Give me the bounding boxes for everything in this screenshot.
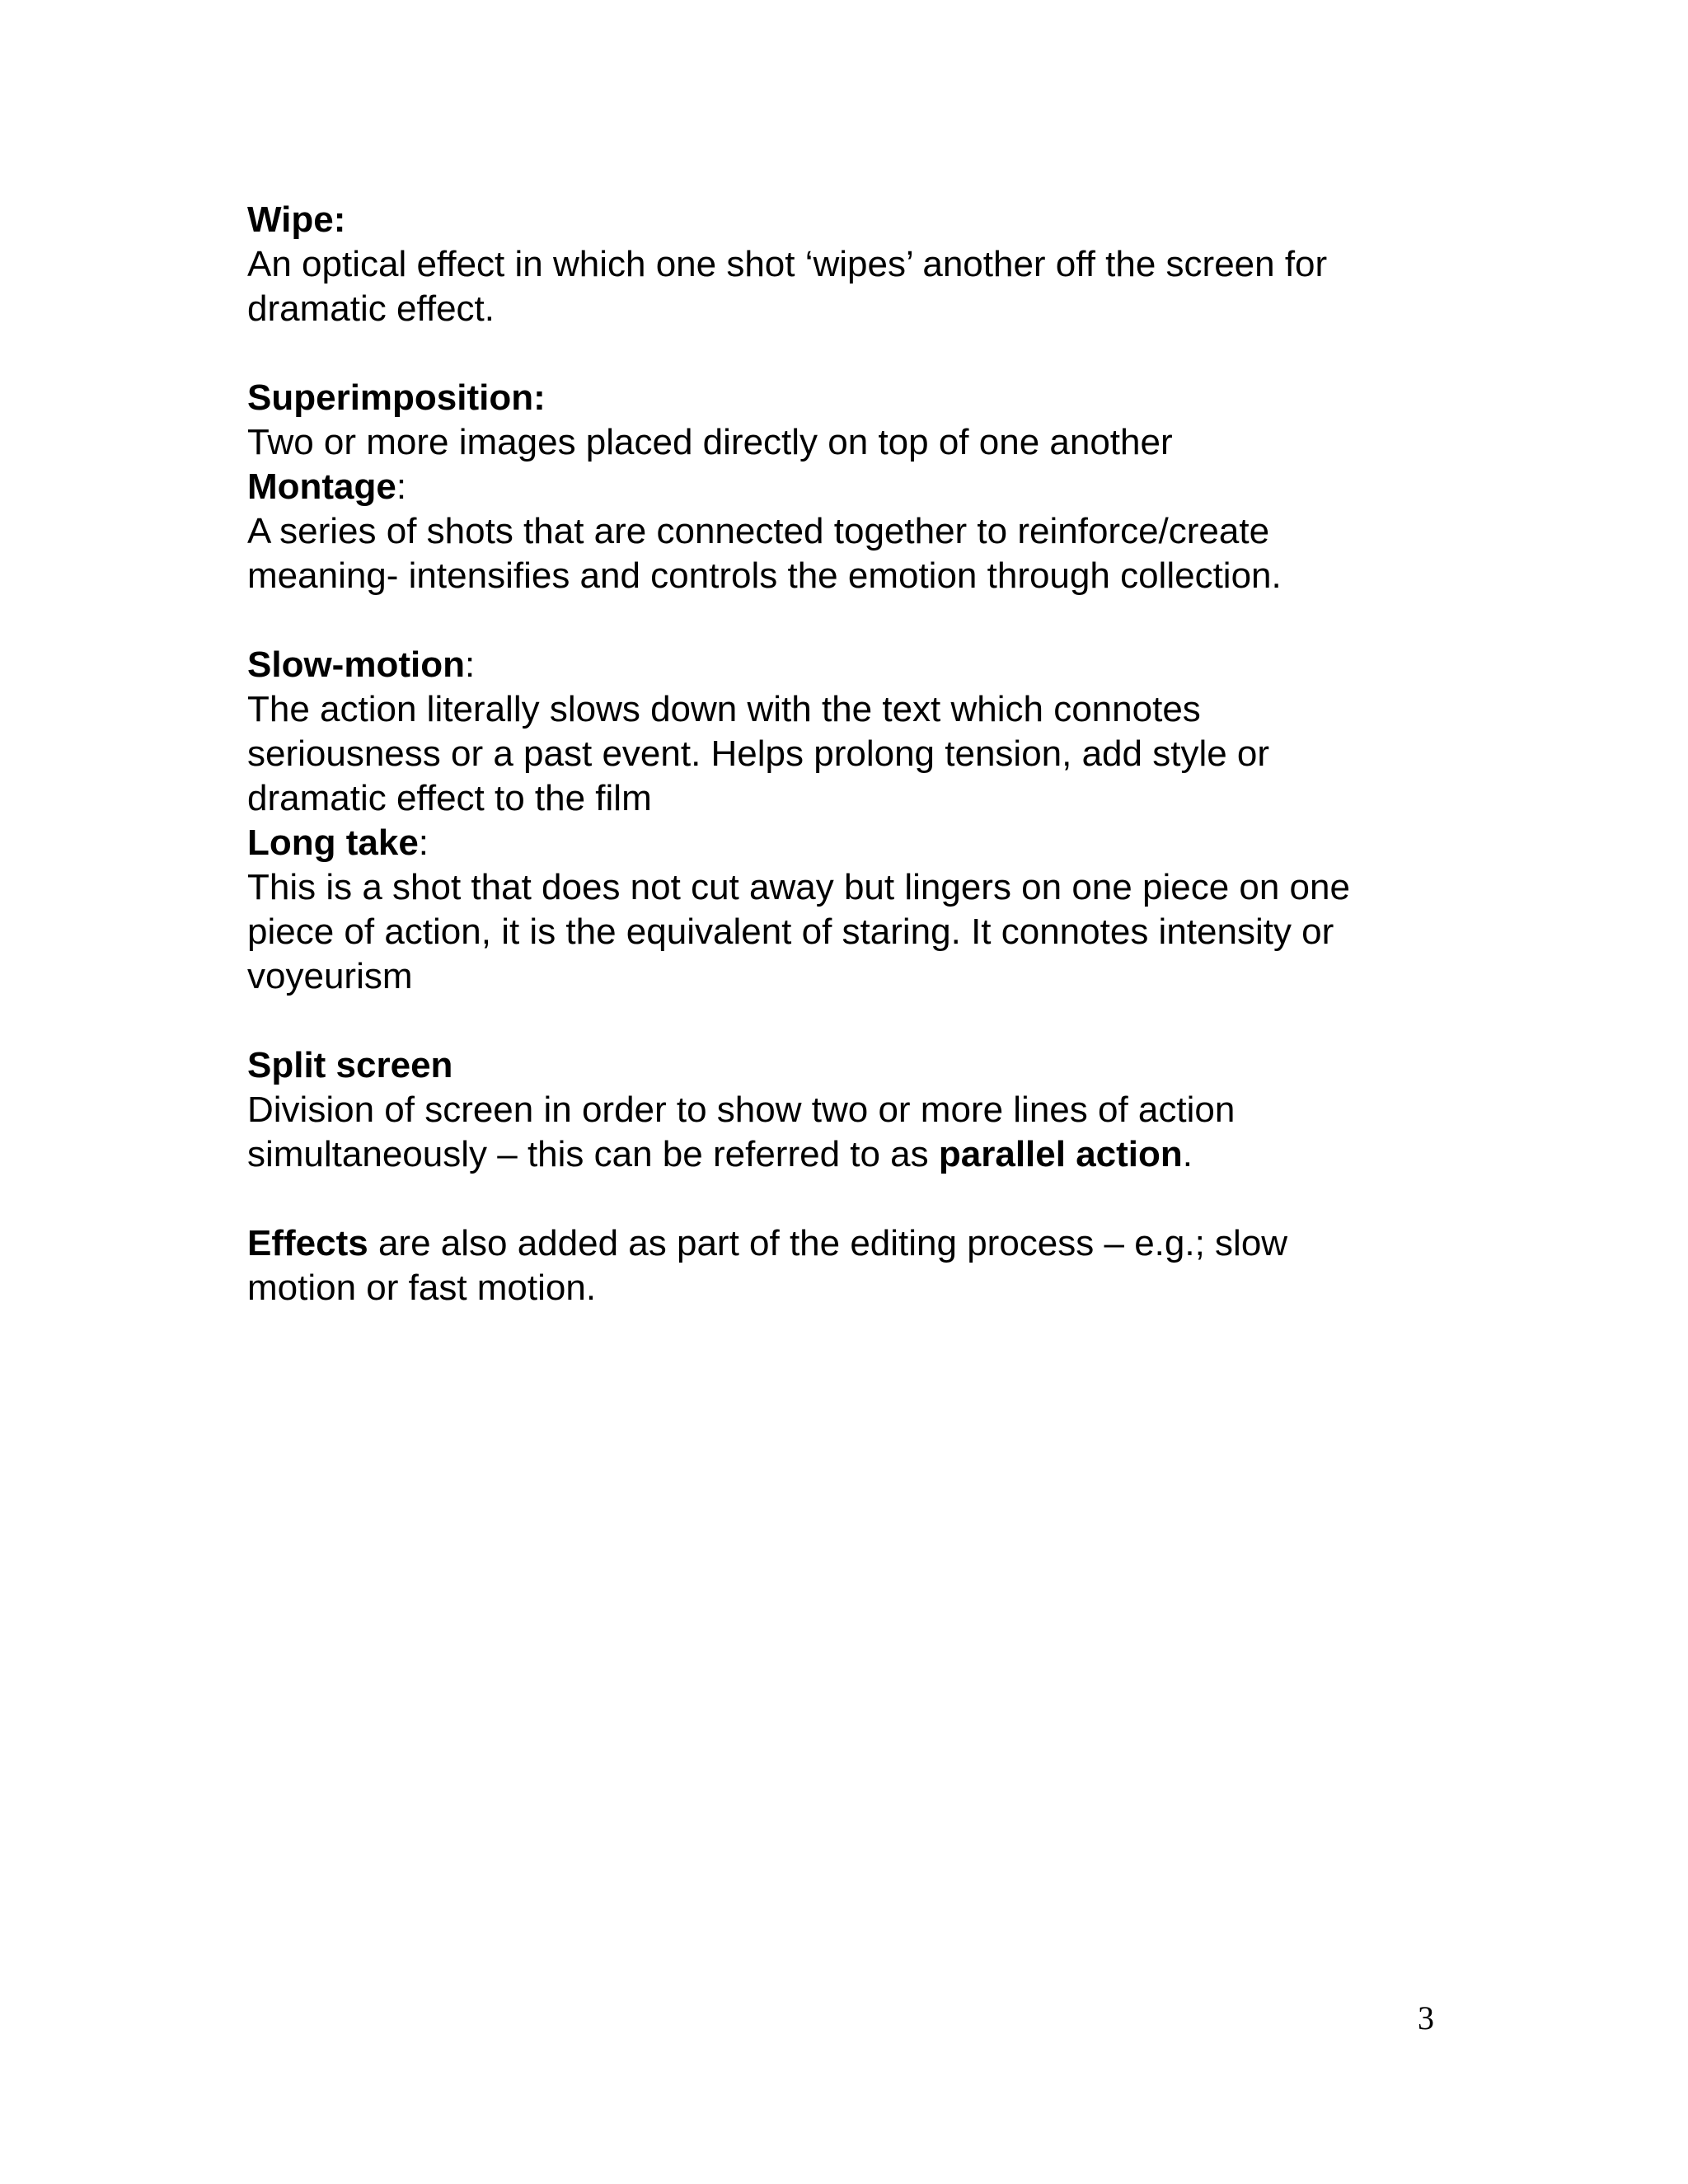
paragraph-gap: [247, 999, 1434, 1043]
term-slow-motion: Slow-motion: [247, 644, 465, 685]
term-parallel-action: parallel action: [938, 1134, 1183, 1174]
section-wipe: [247, 198, 1434, 331]
page-content: [247, 198, 1434, 1310]
definition-text: simultaneously – this can be referred to as: [247, 1134, 939, 1174]
term-superimposition: Superimposition:: [247, 377, 546, 418]
term-colon: :: [418, 823, 429, 863]
definition-line: meaning- intensifies and controls the emotion through collection.: [247, 555, 1282, 596]
definition-line: seriousness or a past event. Helps prolong tension, add style or: [247, 733, 1270, 774]
term-wipe: Wipe:: [247, 199, 346, 240]
term-line: [247, 465, 1434, 509]
definition-line: Two or more images placed directly on top of one another: [247, 422, 1173, 462]
section-effects: [247, 1221, 1434, 1310]
section-montage: [247, 465, 1434, 598]
definition-line: The action literally slows down with the text which connotes: [247, 689, 1201, 729]
definition-line: voyeurism: [247, 956, 413, 996]
definition-line: dramatic effect to the film: [247, 778, 652, 818]
definition-line: piece of action, it is the equivalent of staring. It connotes intensity or: [247, 912, 1334, 952]
definition-line: motion or fast motion.: [247, 1268, 597, 1308]
paragraph-gap: [247, 598, 1434, 643]
term-line: [247, 643, 1434, 687]
section-split-screen: [247, 1043, 1434, 1177]
definition-line: [247, 1132, 1434, 1177]
term-colon: :: [464, 644, 476, 685]
term-colon: :: [396, 466, 407, 507]
term-split-screen: Split screen: [247, 1045, 453, 1085]
definition-line: [247, 1221, 1434, 1266]
page-number: 3: [1418, 1999, 1434, 2036]
definition-line: An optical effect in which one shot ‘wipes’ another off the screen for: [247, 244, 1328, 284]
term-line: [247, 821, 1434, 865]
definition-line: dramatic effect.: [247, 288, 495, 329]
definition-line: A series of shots that are connected together to reinforce/create: [247, 511, 1270, 551]
section-superimposition: [247, 376, 1434, 465]
section-long-take: [247, 821, 1434, 999]
term-effects: Effects: [247, 1223, 368, 1263]
section-slow-motion: [247, 643, 1434, 821]
paragraph-gap: [247, 331, 1434, 376]
term-long-take: Long take: [247, 823, 419, 863]
term-montage: Montage: [247, 466, 396, 507]
definition-line: Division of screen in order to show two or more lines of action: [247, 1090, 1236, 1130]
definition-line: This is a shot that does not cut away but lingers on one piece on one: [247, 867, 1350, 907]
definition-text: are also added as part of the editing process – e.g.; slow: [368, 1223, 1288, 1263]
paragraph-gap: [247, 1177, 1434, 1221]
definition-period: .: [1182, 1134, 1193, 1174]
